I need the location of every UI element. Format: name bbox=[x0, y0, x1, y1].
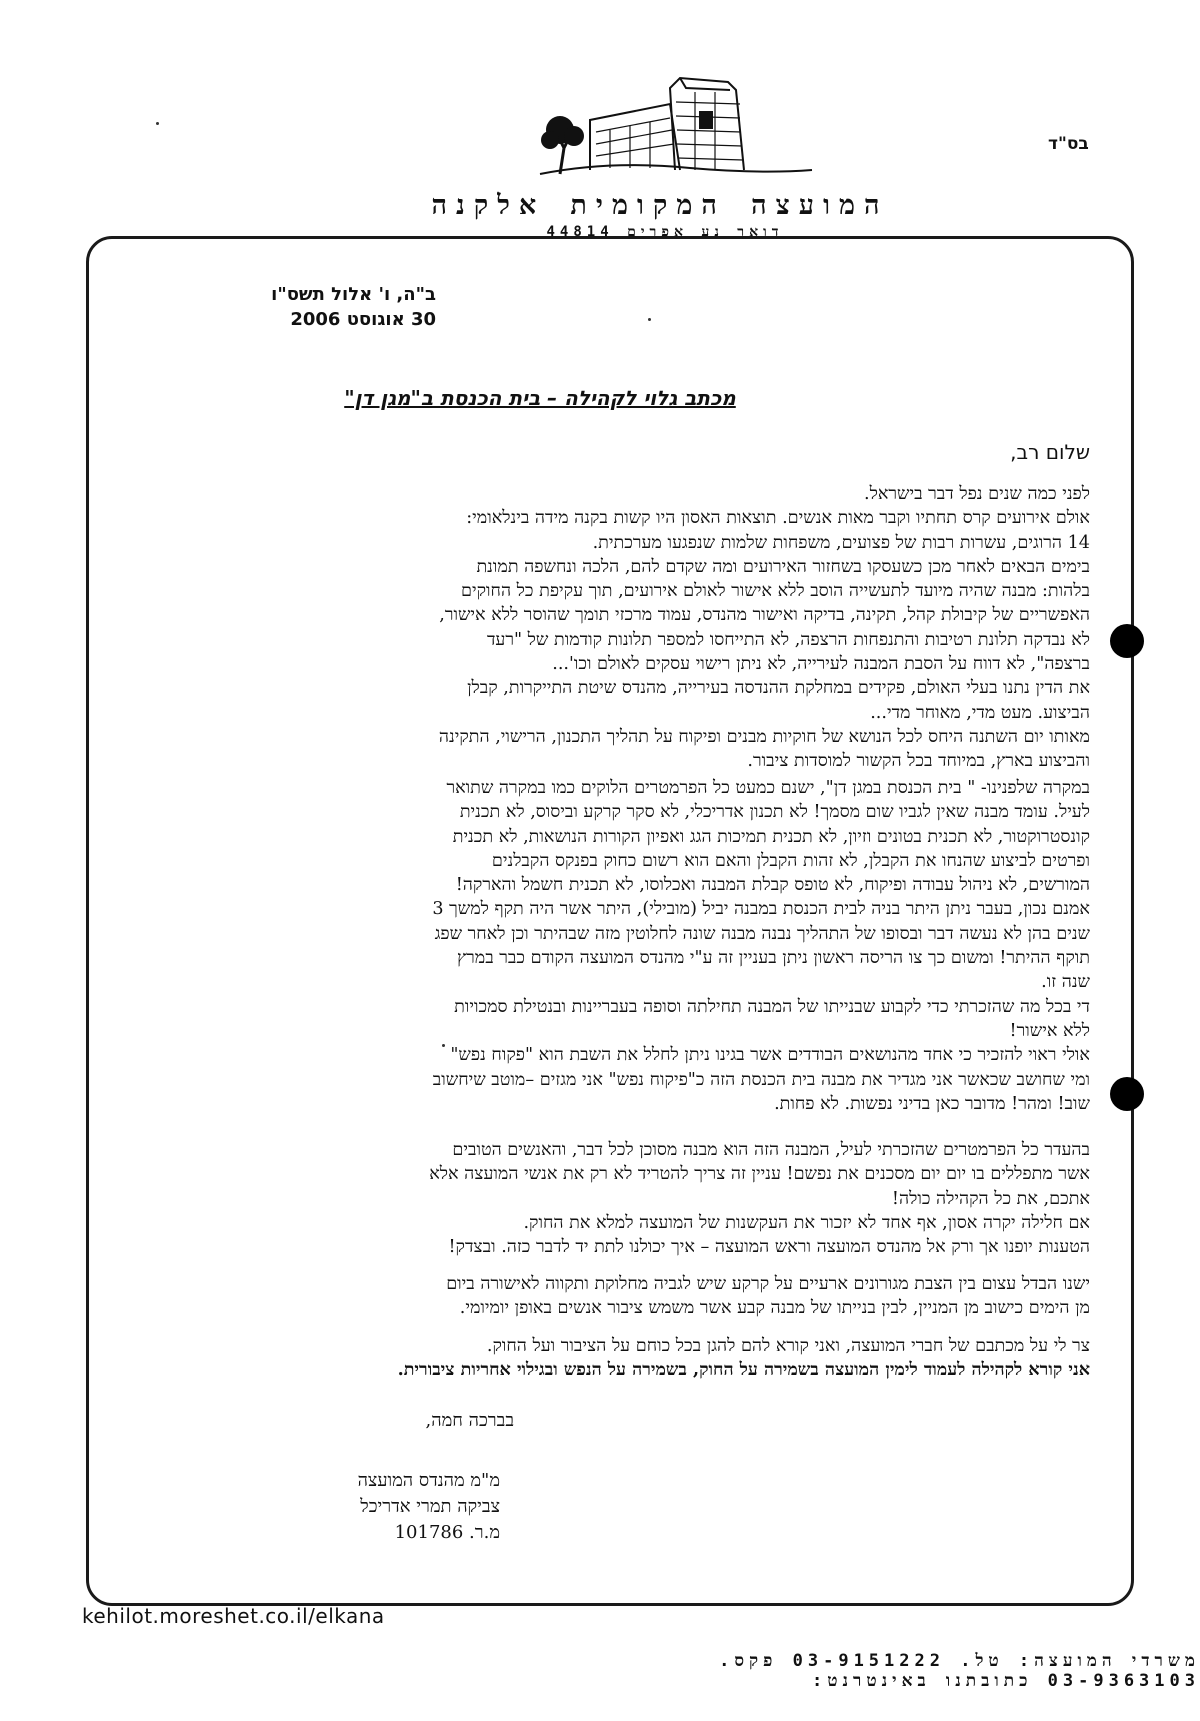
text-line: קונסטרוקטור, לא תכנית בטונים וזיון, לא תכנית תמיכות הגג ואפיון הקורות הנושאות, לא תכנית bbox=[452, 826, 1090, 847]
tree-icon bbox=[541, 116, 584, 174]
paragraph-1 bbox=[160, 482, 1090, 774]
letter-title: מכתב גלוי לקהילה – בית הכנסת ב"מגן דן" bbox=[344, 386, 736, 410]
paragraph-3 bbox=[160, 1138, 1090, 1259]
gregorian-date: 30 אוגוסט 2006 bbox=[290, 309, 436, 330]
text-line: שנים בהן לא נעשה דבר ובסופו של התהליך נבנה מבנה שונה לחלוטין מזה שבהיתר וכן לאחר שפג bbox=[434, 923, 1090, 944]
text-line: שנה זו. bbox=[1041, 972, 1090, 993]
text-line: לא נבדקה תלונת רטיבות והתנפחות הרצפה, לא התייחסו למספר תלונות קודמות של "רעד bbox=[486, 629, 1090, 650]
bsd-mark: בס"ד bbox=[1048, 134, 1089, 154]
text-line: ללא אישור! bbox=[1009, 1020, 1090, 1041]
binder-hole-icon bbox=[1110, 624, 1144, 658]
text-line: אמנם נכון, בעבר ניתן היתר בניה לבית הכנסת במבנה יביל (מובילי), היתר אשר היה תקף למשך 3 bbox=[432, 899, 1090, 920]
text-line: במקרה שלפנינו- " בית הכנסת במגן דן", ישנם כמעט כל הפרמטרים הלוקים כמו במקרה שתואר bbox=[446, 778, 1090, 798]
text-line: לעיל. עומד מבנה שאין לגביו שום מסמך! לא תכנון אדריכלי, לא סקר קרקע וביסוס, לא תכנית bbox=[459, 802, 1090, 823]
text-line: שוב! ומהר! מדובר כאן בדיני נפשות. לא פחות. bbox=[774, 1093, 1090, 1114]
text-line: מן הימים כישוב מן המניין, לבין בנייתו של מבנה קבע אשר משמש ציבור אנשים באופן יומיומי. bbox=[459, 1298, 1090, 1319]
text-line: את הדין נתנו בעלי האולם, פקידים במחלקת ההנדסה בעירייה, מהנדס שיטת התייקרות, קבלן bbox=[467, 678, 1090, 699]
greeting: שלום רב, bbox=[1010, 440, 1090, 464]
text-line: אם חלילה יקרה אסון, אף אחד לא יזכור את העקשנות של המועצה למלא את החוק. bbox=[523, 1212, 1090, 1233]
council-name: המועצה המקומית אלקנה bbox=[431, 190, 889, 221]
text-line: הביצוע. מעט מדי, מאוחר מדי... bbox=[870, 702, 1090, 723]
text-line: צר לי על מכתבם של חברי המועצה, ואני קורא להם להגן בכל כוחם על הציבור ועל החוק. bbox=[486, 1336, 1090, 1356]
hebrew-date: ב"ה, ו' אלול תשס"ו bbox=[271, 284, 436, 305]
text-line: אשר מתפללים בו יום יום מסכנים את נפשם! עניין זה צריך להטריד לא רק את אנשי המועצה אלא bbox=[429, 1164, 1090, 1185]
text-line: הטענות יופנו אך ורק אל מהנדס המועצה וראש המועצה – איך יכולנו לתת יד לדבר כזה. ובצדק! bbox=[448, 1237, 1090, 1258]
council-address: דואר נע אפרים 44814 bbox=[546, 224, 784, 240]
text-line: ישנו הבדל עצום בין הצבת מגורונים ארעיים על קרקע שיש לגביה מחלוקת ותקווה לאישורה ביום bbox=[446, 1274, 1090, 1294]
text-line: האפשריים של קיבולת קהל, תקינה, בדיקה ואישור מהנדס, עמוד מרכזי תומך שהוסר ללא אישור, bbox=[439, 605, 1090, 626]
text-line: והביצוע בארץ, במיוחד בכל הקשור למוסדות ציבור. bbox=[747, 751, 1090, 772]
text-line: אולם אירועים קרס תחתיו וקבר מאות אנשים. תוצאות האסון היו קשות בקנה מידה בינלאומי: bbox=[466, 508, 1090, 529]
tower-logo-icon bbox=[530, 74, 820, 192]
text-line: אתכם, את כל הקהילה כולה! bbox=[891, 1188, 1090, 1209]
text-line: מאותו יום השתנה היחס לכל הנושא של חוקיות מבנים ופיקוח על תהליך התכנון, הרישוי, התקינה bbox=[438, 726, 1090, 747]
text-line: אני קורא לקהילה לעמוד לימין המועצה בשמירה על החוק, בשמירה על הנפש ובגילוי אחריות ציבורית. bbox=[397, 1359, 1090, 1381]
signature-license: מ.ר. 101786 bbox=[394, 1522, 500, 1543]
text-line: המורשים, לא ניהול עבודה ופיקוח, לא טופס קבלת המבנה ואכלוסו, לא תכנית חשמל והארקה! bbox=[455, 875, 1090, 896]
closing: בברכה חמה, bbox=[425, 1410, 514, 1431]
scan-speck bbox=[648, 318, 651, 321]
signature-block bbox=[240, 1468, 500, 1546]
offices-label: משרדי המועצה: טל. 03-9151222 פקס. 03-9363103 כתובתנו באינטרנט: bbox=[719, 1651, 1200, 1691]
paragraph-5 bbox=[160, 1334, 1090, 1383]
signature-name: צביקה תמרי אדריכל bbox=[360, 1496, 500, 1517]
website-url: kehilot.moreshet.co.il/elkana bbox=[82, 1604, 385, 1628]
text-line: ופרטים לביצוע שהנחו את הקבלן, לא זהות הקבלן והאם הוא רשום כחוק בפנקס הקבלנים bbox=[491, 850, 1090, 871]
text-line: תוקף ההיתר! ומשום כך צו הריסה ראשון ניתן בעניין זה ע"י מהנדס המועצה הקודם כבר במרץ bbox=[456, 948, 1090, 969]
text-line: אולי ראוי להזכיר כי אחד מהנושאים הבודדים אשר בגינו ניתן לחלל את השבת הוא "פקוח נפש" bbox=[450, 1045, 1090, 1066]
scan-speck bbox=[156, 122, 159, 125]
scan-speck bbox=[442, 1044, 445, 1047]
binder-hole-icon bbox=[1110, 1077, 1144, 1111]
signature-role: מ"מ מהנדס המועצה bbox=[357, 1470, 500, 1491]
text-line: לפני כמה שנים נפל דבר בישראל. bbox=[864, 484, 1090, 504]
text-line: ברצפה", לא דווח על הסבת המבנה לעירייה, לא ניתן רישוי עסקים לאולם וכו'... bbox=[552, 654, 1090, 675]
text-line: ומי שחושב שכאשר אני מגדיר את מבנה בית הכנסת הזה כ"פיקוח נפש" אני מגזים –מוטב שיחשוב bbox=[432, 1069, 1090, 1090]
text-line: בימים הבאים לאחר מכן כשעסקו בשחזור האירועים ומה שקדם להם, הלכה ונחשפה תמונת bbox=[476, 556, 1090, 577]
paragraph-2 bbox=[160, 776, 1090, 1116]
date-block bbox=[226, 282, 436, 332]
paragraph-4 bbox=[160, 1272, 1090, 1321]
text-line: בהעדר כל הפרמטרים שהזכרתי לעיל, המבנה הזה הוא מבנה מסוכן לכל דבר, והאנשים הטובים bbox=[452, 1140, 1090, 1160]
text-line: די בכל מה שהזכרתי כדי לקבוע שבנייתו של המבנה תחילתה וסופה בעבריינות ובנטילת סמכויות bbox=[454, 996, 1090, 1017]
text-line: 14 הרוגים, עשרות רבות של פצועים, משפחות שלמות שנפגעו מערכתית. bbox=[592, 532, 1090, 553]
text-line: בלהות: מבנה שהיה מיועד לתעשייה הוסב ללא אישור לאולם אירועים, תוך עקיפת כל החוקים bbox=[461, 581, 1090, 602]
